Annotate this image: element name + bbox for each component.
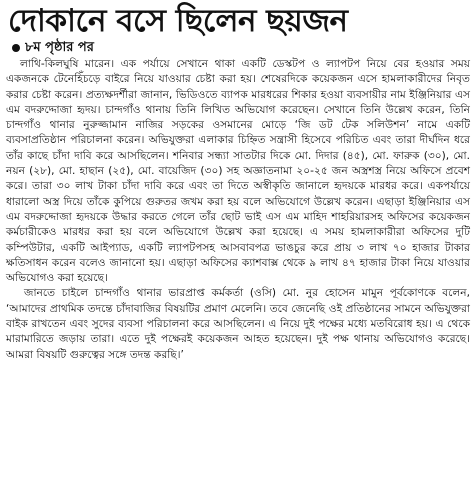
bullet-icon [12,44,20,52]
article-paragraph: লাথি-কিলঘুষি মারেন। এক পর্যায়ে সেখানে থাকা একটি ডেস্কটপ ও ল্যাপটপ নিয়ে বের হওয়ার সময় একজনকে টেনেহিঁচড়ে বাইরে নিয়ে যাওয়ার চেষ্টা করা হয়। শেষেরদিকে কয়েকজন এসে হামলাকারীদের নিবৃত করার চেষ্টা করেন। প্রত্যক্ষদর্শীরা জানান, ভিডিওতে ব্যাপক মারধরের শিকার হওয়া ব্যবসায়ীর নাম ইঞ্জিনিয়ার এস এম বদরুদ্দোজা হৃদয়। চান্দগাঁও থানায় তিনি লিখিত অভিযোগ করেছেন। সেখানে তিনি উল্লেখ করেন, তিনি চান্দগাঁও থানার নুরুজ্জামান নাজির সড়কের ওসমানের মোড়ে ‘জি ডট টেক সলিউশন’ নামে একটি ব্যবসাপ্রতিষ্ঠান পরিচালনা করেন। অভিযুক্তরা এলাকার চিহ্নিত সন্ত্রাসী হিসেবে পরিচিত এবং তারা দীর্ঘদিন ধরে তাঁর কাছে চাঁদা দাবি করে আসছিলেন। শনিবার সন্ধ্যা সাতটার দিকে মো. দিদার (৪৫), মো. ফারুক (৩০), মো. নয়ন (২৮), মো. হাছান (২৫), মো. বায়েজিদ (৩০) সহ অজ্ঞাতনামা ২০-২৫ জন অস্ত্রশস্ত্র নিয়ে অফিসে প্রবেশ করে। তারা ৩০ লাখ টাকা চাঁদা দাবি করে এবং তা দিতে অস্বীকৃতি জানালে হৃদয়কে মারধর করে। একপর্যায়ে ধারালো অস্ত্র দিয়ে তাঁকে কুপিয়ে গুরুতর জখম করা হয় বলে অভিযোগে উল্লেখ করেন। এছাড়া ইঞ্জিনিয়ার এস এম বদরুদ্দোজা হৃদয়কে উদ্ধার করতে গেলে তাঁর ছোট ভাই এস এম মাহিদ শাহরিয়ারসহ অফিসের কয়েকজন কর্মচারীকেও মারধর করা হয় বলে অভিযোগে উল্লেখ করা হয়েছে। এ সময় হামলাকারীরা অফিসের দুটি কম্পিউটার, একটি আইপ্যাড, একটি ল্যাপটপসহ আসবাবপত্র ভাঙচুর করে প্রায় ৩ লাখ ৭০ হাজার টাকার ক্ষতিসাধন করেন বলেও জানানো হয়। এছাড়া অফিসের ক্যাশবাক্স থেকে ৯ লাখ ৪৭ হাজার টাকা নিয়ে যাওয়ার অভিযোগও করা হয়েছে। [6,58,470,285]
jump-label: ৮ম পৃষ্ঠার পর [25,40,94,55]
article-body [6,57,470,363]
headline: দোকানে বসে ছিলেন ছয়জন [8,3,348,39]
article-paragraph: জানতে চাইলে চান্দগাঁও থানার ভারপ্রাপ্ত কর্মকর্তা (ওসি) মো. নুর হোসেন মামুন পূর্বকোণকে বলেন, ‘আমাদের প্রাথমিক তদন্তে চাঁদাবাজির বিষয়টির প্রমাণ মেলেনি। তবে জেনেছি ওই প্রতিষ্ঠানের সামনে অভিযুক্তরা বাইক রাখতেন এবং সুদের ব্যবসা পরিচালনা করে আসছিলেন। এ নিয়ে দুই পক্ষের মধ্যে মতবিরোধ হয়। এ থেকে মারামারিতে জড়ায় তারা। এতে দুই পক্ষেরই কয়েকজন আহত হয়েছেন। দুই পক্ষ থানায় অভিযোগও করেছে। আমরা বিষয়টি গুরুত্বের সঙ্গে তদন্ত করছি।’ [6,287,470,361]
continuation-line [12,40,470,56]
